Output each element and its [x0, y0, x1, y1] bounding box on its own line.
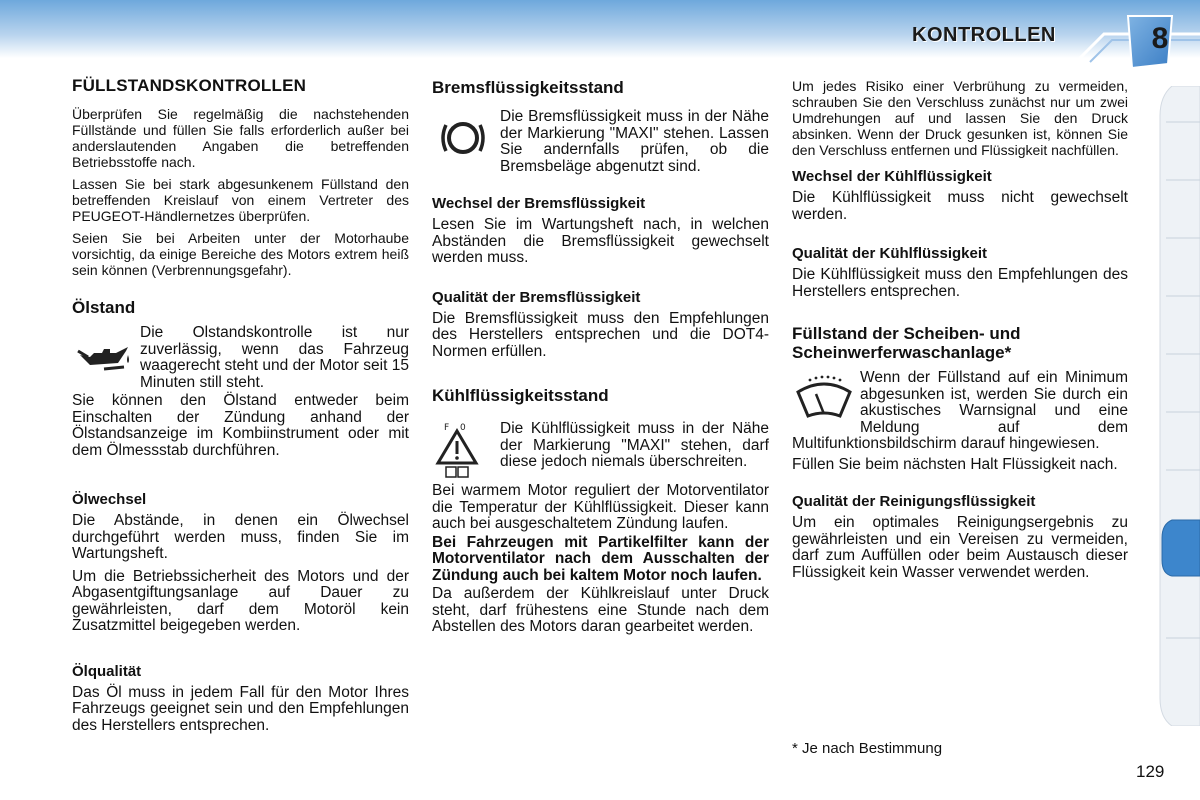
- paragraph-washer-level: Wenn der Füllstand auf ein Minimum abgesunken ist, werden Sie durch ein akustisches Warnsignal und eine Meldung auf dem Multifunktionsbildschirm darauf hingewiesen.: [792, 370, 1128, 452]
- page-header: [0, 0, 1200, 72]
- paragraph-oil-quality: Das Öl muss in jedem Fall für den Motor Ihres Fahrzeugs geeignet sein und den Empfehlungen des Herstellers entsprechen.: [72, 683, 409, 734]
- paragraph-dealer: Lassen Sie bei stark abgesunkenem Füllstand den betreffenden Kreislauf von einem Vertreter des PEUGEOT-Händlernetzes überprüfen.: [72, 176, 409, 224]
- subtitle-brake-change: Wechsel der Bremsflüssigkeit: [432, 195, 646, 212]
- svg-text:0: 0: [460, 423, 466, 433]
- paragraph-oil-methods: Sie können den Ölstand entweder beim Einschalten der Zündung anhand der Ölstandsanzeige im Kombiinstrument oder mit dem Ölmessstab durchführen.: [72, 392, 409, 459]
- paragraph-scald-risk: Um jedes Risiko einer Verbrühung zu vermeiden, schrauben Sie den Verschluss zunächst nur um zwei Umdrehungen auf und lassen Sie den Druck absinken. Wenn der Druck gesunken ist, können Sie den Verschluss entfernen und Flüssigkeit nachfüllen.: [792, 78, 1128, 158]
- paragraph-brake-change: Lesen Sie im Wartungsheft nach, in welchen Abständen die Bremsflüssigkeit gewechselt werden muss.: [432, 216, 769, 266]
- column-left: [72, 76, 409, 734]
- subtitle-washer-quality: Qualität der Reinigungsflüssigkeit: [792, 493, 1036, 510]
- paragraph-brake-quality: Die Bremsflüssigkeit muss den Empfehlungen des Herstellers entsprechen und die DOT4-Normen erfüllen.: [432, 309, 769, 360]
- section-title-oil-level: Ölstand: [72, 298, 136, 317]
- paragraph-washer-refill: Füllen Sie beim nächsten Halt Flüssigkeit nach.: [792, 455, 1118, 473]
- paragraph-coolant-pressure: Da außerdem der Kühlkreislauf unter Druck steht, darf frühestens eine Stunde nach dem Abstellen des Motors daran gearbeitet werden.: [432, 585, 769, 635]
- chapter-tabs: [1158, 86, 1200, 726]
- section-title-brake-fluid: Bremsflüssigkeitsstand: [432, 78, 624, 97]
- paragraph-warning: Seien Sie bei Arbeiten unter der Motorhaube vorsichtig, da einige Bereiche des Motors extrem heiß sein können (Verbrennungsgefahr).: [72, 230, 409, 278]
- section-title-washer: Füllstand der Scheiben- und Scheinwerferwaschanlage*: [792, 324, 1021, 362]
- paragraph-intro: Überprüfen Sie regelmäßig die nachstehenden Füllstände und füllen Sie falls erforderlich außer bei anderslautenden Angaben die betreffenden Betriebsstoffe nach.: [72, 106, 409, 170]
- subtitle-oil-quality: Ölqualität: [72, 662, 142, 680]
- chapter-title: KONTROLLEN: [912, 24, 1056, 46]
- paragraph-coolant-change: Die Kühlflüssigkeit muss nicht gewechselt werden.: [792, 189, 1128, 223]
- subtitle-oil-change: Ölwechsel: [72, 491, 147, 508]
- paragraph-washer-quality: Um ein optimales Reinigungsergebnis zu gewährleisten und ein Vereisen zu vermeiden, darf zum Auffüllen oder beim Austausch dieser Flüssigkeit kein Wasser verwendet werden.: [792, 514, 1128, 581]
- chapter-number: 8: [1151, 22, 1169, 55]
- subtitle-brake-quality: Qualität der Bremsflüssigkeit: [432, 288, 641, 306]
- svg-text:F: F: [444, 423, 450, 433]
- chapter-tab-strip: [1158, 86, 1200, 726]
- paragraph-coolant-fan: Bei warmem Motor reguliert der Motorventilator die Temperatur der Kühlflüssigkeit. Dieser kann auch bei ausgeschaltetem Zündung laufen.: [432, 482, 769, 532]
- column-middle: [432, 76, 769, 636]
- brake-warning-icon: [432, 109, 498, 169]
- section-title-fluid-checks: FÜLLSTANDSKONTROLLEN: [72, 76, 307, 95]
- paragraph-coolant-quality: Die Kühlflüssigkeit muss den Empfehlungen des Herstellers entsprechen.: [792, 266, 1128, 300]
- oil-can-icon: [72, 325, 138, 385]
- paragraph-particle-filter: Bei Fahrzeugen mit Partikelfilter kann der Motorventilator nach dem Ausschalten der Zündung auch bei kaltem Motor noch laufen.: [432, 533, 769, 584]
- subtitle-coolant-quality: Qualität der Kühlflüssigkeit: [792, 245, 988, 262]
- washer-fluid-icon: [792, 370, 858, 430]
- footnote: * Je nach Bestimmung: [792, 740, 943, 757]
- page-number: 129: [1136, 762, 1165, 781]
- paragraph-oil-check: Die Ölstandskontrolle ist nur zuverlässig, wenn das Fahrzeug waagerecht steht und der Motor seit 15 Minuten still steht.: [140, 325, 409, 391]
- paragraph-oil-change-interval: Die Abstände, in denen ein Ölwechsel durchgeführt werden muss, finden Sie im Wartungsheft.: [72, 512, 409, 562]
- column-right: [792, 76, 1128, 581]
- paragraph-brake-level: Die Bremsflüssigkeit muss in der Nähe der Markierung "MAXI" stehen. Lassen Sie andernfalls prüfen, ob die Bremsbeläge abgenutzt sind.: [500, 109, 769, 175]
- subtitle-coolant-change: Wechsel der Kühlflüssigkeit: [792, 168, 992, 185]
- coolant-warning-icon: [432, 421, 498, 481]
- paragraph-oil-additives: Um die Betriebssicherheit des Motors und der Abgasentgiftungsanlage auf Dauer zu gewährleisten, darf dem Motoröl kein Zusatzmittel beigegeben werden.: [72, 567, 409, 634]
- active-chapter-tab: [1162, 520, 1200, 576]
- section-title-coolant: Kühlflüssigkeitsstand: [432, 386, 609, 405]
- paragraph-coolant-level: Die Kühlflüssigkeit muss in der Nähe der Markierung "MAXI" stehen, darf diese jedoch niemals überschreiten.: [500, 421, 769, 470]
